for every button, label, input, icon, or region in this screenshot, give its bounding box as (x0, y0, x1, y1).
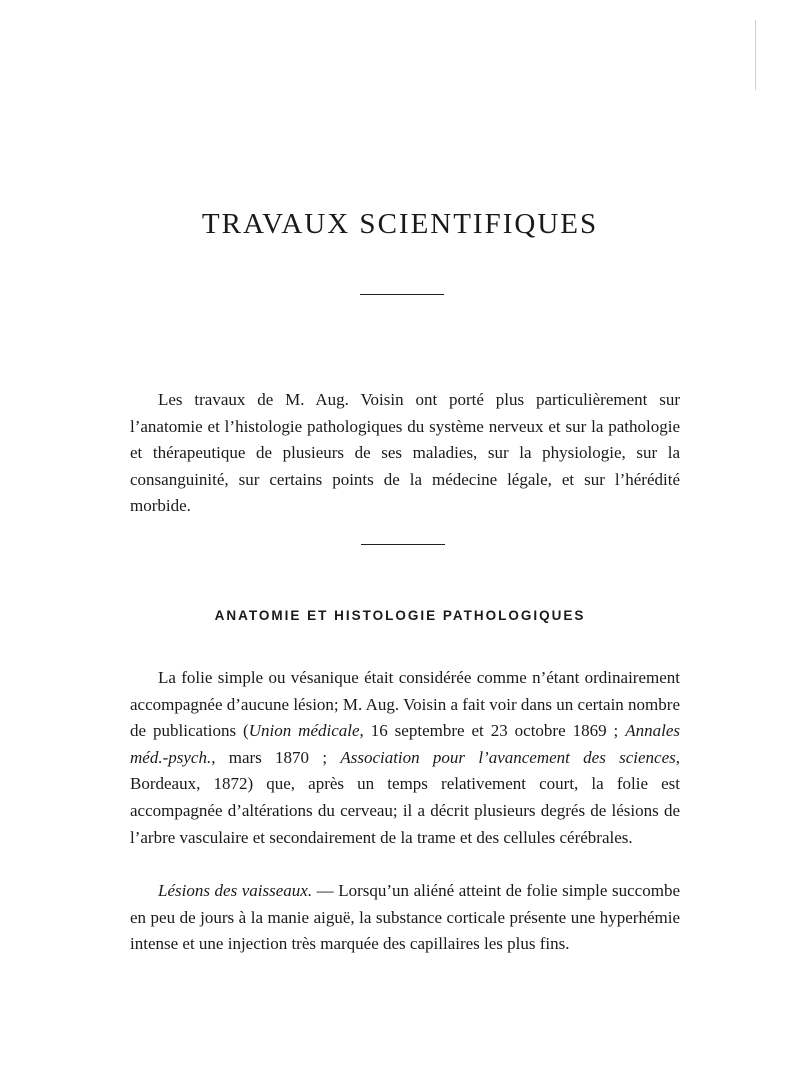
section-divider (361, 544, 445, 545)
section-heading: ANATOMIE ET HISTOLOGIE PATHOLOGIQUES (214, 608, 586, 623)
intro-paragraph: Les travaux de M. Aug. Voisin ont porté plus particulièrement sur l’anatomie et l’histologie pathologiques du système nerveux et sur la pathologie et thérapeutique de plusieurs de ses maladies, sur la physiologie, sur la consanguinité, sur certains points de la médecine légale, et sur l’hérédité morbide. (130, 390, 680, 516)
body-paragraph-1 (130, 665, 680, 851)
page-edge-mark (755, 20, 756, 90)
paragraph-2-text: — Lorsqu’un aliéné atteint de folie simple succombe en peu de jours à la manie aiguë, la substance corticale présente une hyperhémie intense et une injection très marquée des capillaires les plus fins. (130, 881, 680, 954)
paragraph-1-text-e: , mars 1870 ; (211, 747, 341, 767)
citation-annales: Annales méd.-psych. (130, 721, 681, 767)
citation-union-medicale: Union médicale (248, 721, 360, 741)
citation-association: Association pour l’avancement des sciences (340, 747, 676, 767)
paragraph-1-text-c: , 16 septembre et 23 octobre 1869 ; (359, 721, 626, 741)
paragraph-1-text-a: La folie simple ou vésanique était considérée comme n’étant ordinairement accompagnée d’aucune lésion; M. Aug. Voisin a fait voir dans un certain nombre de publications ( (130, 668, 680, 741)
page-title: TRAVAUX SCIENTIFIQUES (201, 208, 599, 240)
title-divider (360, 294, 444, 295)
paragraph-1-text-g: , Bordeaux, 1872) que, après un temps relativement court, la folie est accompagnée d’altérations du cerveau; il a décrit plusieurs degrés de lésions de l’arbre vasculaire et secondairement de la trame et des cellules cérébrales. (130, 747, 680, 847)
body-paragraph-2 (130, 878, 680, 958)
subsection-heading: Lésions des vaisseaux. (158, 881, 313, 900)
